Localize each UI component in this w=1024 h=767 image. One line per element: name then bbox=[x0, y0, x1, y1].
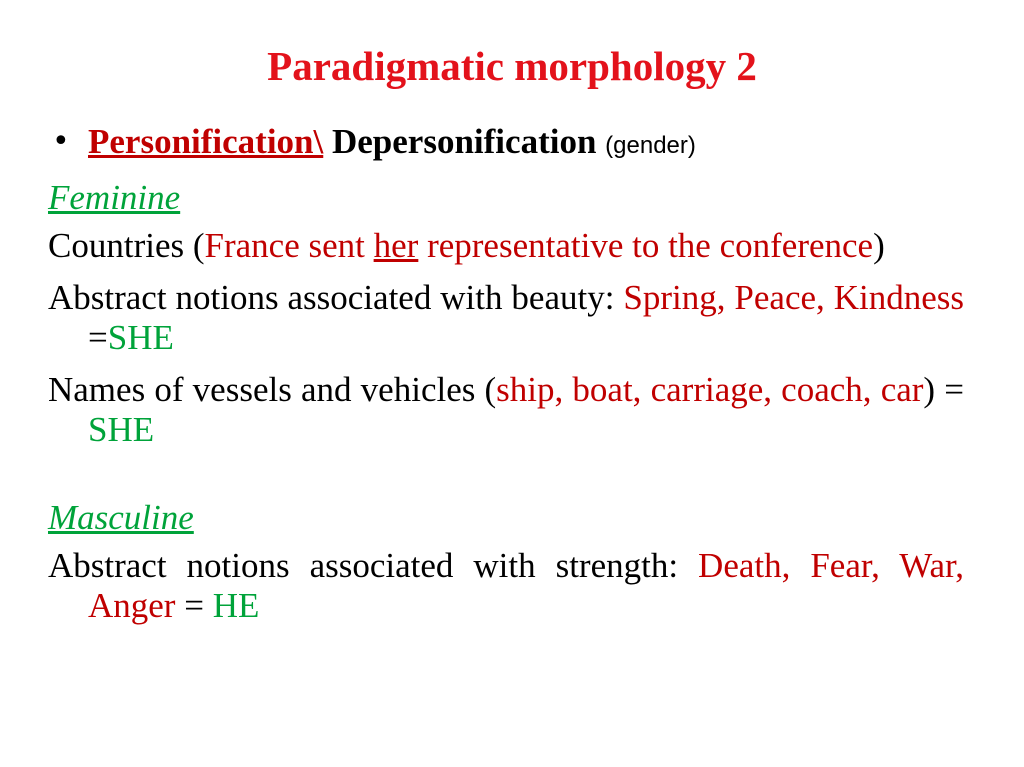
countries-paragraph bbox=[48, 226, 964, 266]
vessels-label: Names of vessels and vehicles ( bbox=[48, 370, 497, 409]
countries-label: Countries ( bbox=[48, 226, 205, 265]
vessels-eq: ) = bbox=[923, 370, 964, 409]
beauty-label: Abstract notions associated with beauty: bbox=[48, 278, 624, 317]
beauty-eq: = bbox=[88, 318, 108, 357]
masculine-heading: Masculine bbox=[48, 498, 194, 537]
beauty-paragraph bbox=[48, 278, 964, 358]
vessels-examples: ship, boat, carriage, coach, car bbox=[496, 370, 924, 409]
bullet-icon: • bbox=[52, 124, 70, 159]
countries-example-end: representative to the conference bbox=[418, 226, 874, 265]
spacer bbox=[48, 462, 964, 498]
beauty-examples: Spring, Peace, Kindness bbox=[623, 278, 964, 317]
strength-label: Abstract notions associated with strength: bbox=[48, 546, 699, 585]
beauty-pronoun: SHE bbox=[107, 318, 174, 357]
strength-examples: Death, Fear, War, Anger bbox=[88, 546, 964, 625]
vessels-pronoun: SHE bbox=[88, 410, 155, 449]
countries-example-her: her bbox=[373, 226, 419, 265]
bullet-note: (gender) bbox=[605, 132, 696, 159]
countries-close: ) bbox=[873, 226, 885, 265]
strength-paragraph bbox=[48, 546, 964, 626]
bullet-item bbox=[48, 122, 964, 166]
bullet-lead: Personification\ bbox=[88, 122, 324, 161]
feminine-heading: Feminine bbox=[48, 178, 181, 217]
strength-pronoun: HE bbox=[212, 586, 260, 625]
strength-eq: = bbox=[175, 586, 213, 625]
bullet-lead-rest: Depersonification bbox=[323, 122, 597, 161]
countries-example-start: France sent bbox=[204, 226, 374, 265]
vessels-paragraph bbox=[48, 370, 964, 450]
slide-body bbox=[48, 122, 964, 638]
slide-title: Paradigmatic morphology 2 bbox=[267, 43, 757, 89]
